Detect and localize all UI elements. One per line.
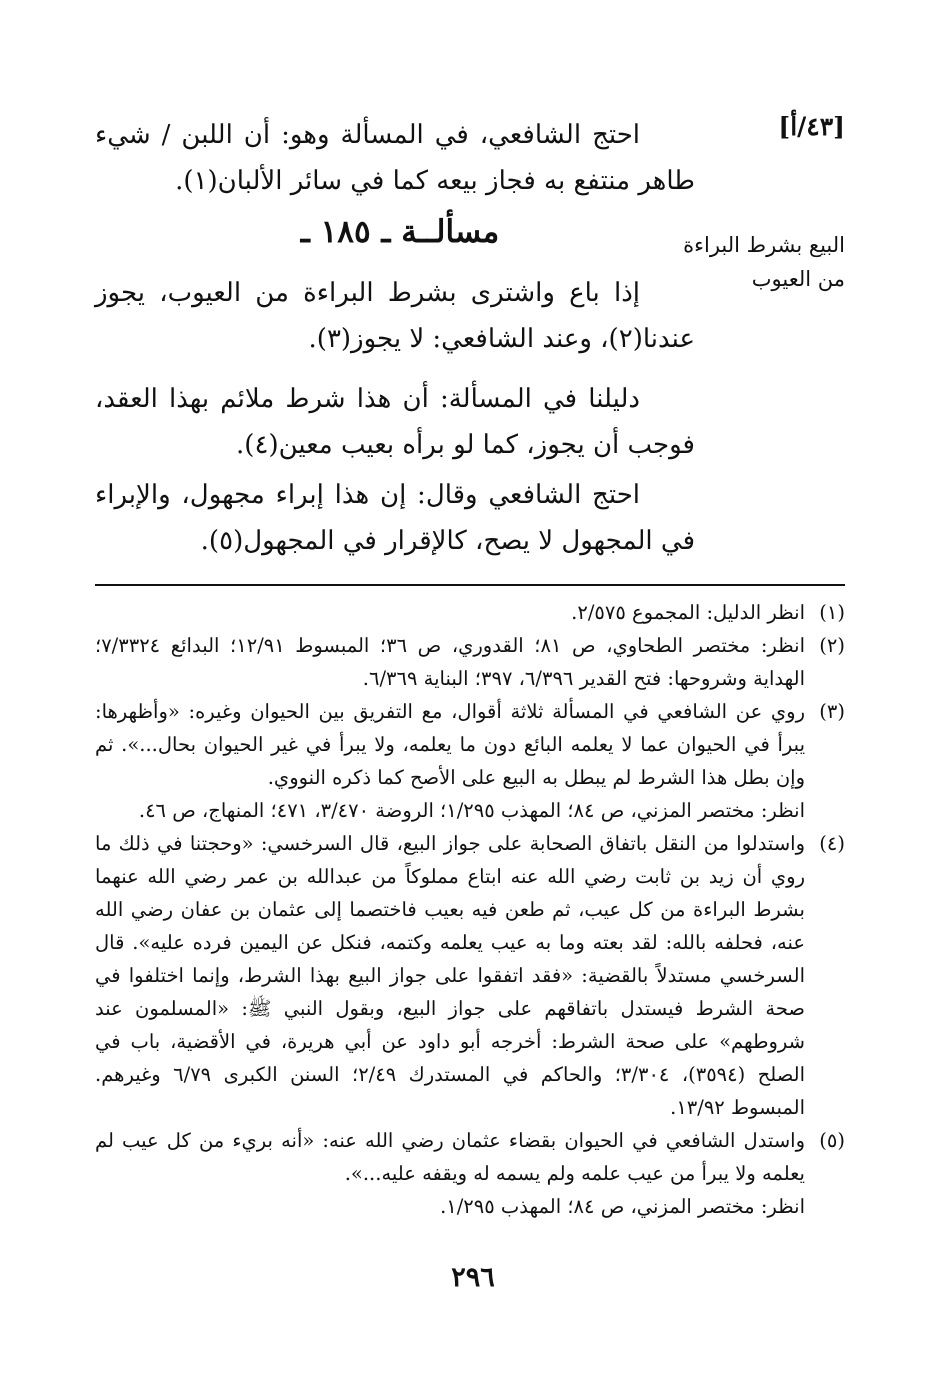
footnote-number: (٣) xyxy=(819,700,845,723)
footnote-number: (٤) xyxy=(819,832,845,855)
footnotes xyxy=(95,596,845,1223)
footnote-1 xyxy=(95,596,845,629)
paragraph-issue-statement xyxy=(95,270,695,362)
footnote-number: (٥) xyxy=(819,1129,845,1152)
paragraph-text: إذا باع واشترى بشرط البراءة من العيوب، يجوز عندنا(٢)، وعند الشافعي: لا يجوز(٣). xyxy=(95,278,695,354)
paragraph-our-evidence xyxy=(95,376,695,468)
footnote-reference: انظر: مختصر المزني، ص ٨٤؛ المهذب ١/٢٩٥؛ الروضة ٣/٤٧٠، ٤٧١؛ المنهاج، ص ٤٦. xyxy=(138,799,805,822)
footnote-number: (٢) xyxy=(819,634,845,657)
page-number: ٢٩٦ xyxy=(451,1262,495,1293)
paragraph-text: احتج الشافعي، في المسألة وهو: أن اللبن / شيء طاهر منتفع به فجاز بيعه كما في سائر الألبان(١). xyxy=(95,120,695,196)
footnote-text: واستدل الشافعي في الحيوان بقضاء عثمان رضي الله عنه: «أنه بريء من كل عيب لم يعلمه ولا يبرأ من عيب علمه ولم يسمه له ويقفه عليه...». xyxy=(95,1129,805,1185)
footnote-reference: انظر: مختصر المزني، ص ٨٤؛ المهذب ١/٢٩٥. xyxy=(440,1195,805,1218)
margin-note: البيع بشرط البراءة من العيوب xyxy=(683,233,845,291)
footnote-3 xyxy=(95,695,845,827)
footnote-2 xyxy=(95,629,845,695)
footnote-separator xyxy=(95,584,845,586)
paragraph-shafii-argument-milk xyxy=(95,112,695,204)
footnote-number: (١) xyxy=(819,601,845,624)
paragraph-shafii-argument xyxy=(95,472,695,564)
paragraph-text: احتج الشافعي وقال: إن هذا إبراء مجهول، والإبراء في المجهول لا يصح، كالإقرار في المجهول(٥). xyxy=(95,480,695,556)
paragraph-text: دليلنا في المسألة: أن هذا شرط ملائم بهذا العقد، فوجب أن يجوز، كما لو برأه بعيب معين(٤). xyxy=(95,384,695,460)
footnote-5 xyxy=(95,1124,845,1223)
footnote-4 xyxy=(95,827,845,1124)
manuscript-folio-marker: [٤٣/أ] xyxy=(778,112,845,141)
footnote-text: روي عن الشافعي في المسألة ثلاثة أقوال، مع التفريق بين الحيوان وغيره: «وأظهرها: يبرأ في الحيوان عما لا يعلمه البائع دون ما يعلمه، ولا يبرأ في غير الحيوان بحال...». ثم وإن بطل هذا الشرط لم يبطل به البيع على الأصح كما ذكره النووي. xyxy=(95,700,805,789)
footnote-text: انظر الدليل: المجموع ٢/٥٧٥. xyxy=(571,601,805,624)
issue-heading: مسألــة ـ ١٨٥ ـ xyxy=(300,214,500,250)
footnote-text: انظر: مختصر الطحاوي، ص ٨١؛ القدوري، ص ٣٦؛ المبسوط ١٢/٩١؛ البدائع ٧/٣٣٢٤؛ الهداية وشروحها: فتح القدير ٦/٣٩٦، ٣٩٧؛ البناية ٦/٣٦٩. xyxy=(95,634,805,690)
footnote-text: واستدلوا من النقل باتفاق الصحابة على جواز البيع، قال السرخسي: «وحجتنا في ذلك ما روي أن زيد بن ثابت رضي الله عنه ابتاع مملوكاً من عبدالله بن عمر رضي الله عنهما بشرط البراءة من كل عيب، ثم طعن فيه بعيب فاختصما إلى عثمان بن عفان رضي الله عنه، فحلفه بالله: لقد بعته وما به عيب يعلمه وكتمه، فنكل عن اليمين فرده عليه». قال السرخسي مستدلاً بالقضية: «فقد اتفقوا على جواز البيع بهذا الشرط، وإنما اختلفوا في صحة الشرط فيستدل باتفاقهم على جواز البيع، وبقول النبي ﷺ: «المسلمون عند شروطهم» على صحة الشرط: أخرجه أبو داود عن أبي هريرة، في الأقضية، باب في الصلح (٣٥٩٤)، ٣/٣٠٤؛ والحاكم في المستدرك ٢/٤٩؛ السنن الكبرى ٦/٧٩ وغيرهم. المبسوط ١٣/٩٢. xyxy=(95,832,805,1119)
